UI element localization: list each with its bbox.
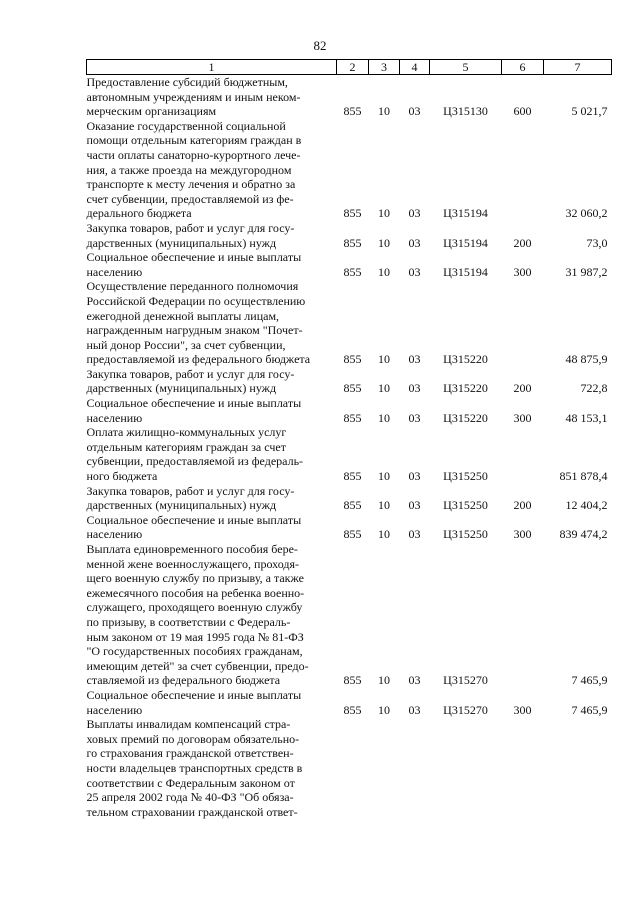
row-expense-type: 200 bbox=[513, 235, 532, 250]
description-line: ховых премий по договорам обязательно- bbox=[86, 731, 300, 746]
table-row bbox=[87, 250, 612, 279]
description-line: соответствии с Федеральным законом от bbox=[86, 775, 295, 790]
row-expense-type: 600 bbox=[513, 104, 532, 119]
description-line: Социальное обеспечение и иные выплаты bbox=[86, 250, 302, 265]
table-row bbox=[87, 279, 612, 367]
description-line: ставляемой из федерального бюджета bbox=[86, 673, 281, 688]
description-line: дарственных (муниципальных) нужд bbox=[86, 235, 277, 250]
description-line: ным законом от 19 мая 1995 года № 81-ФЗ bbox=[86, 629, 304, 644]
description-line: ежемесячного пособия на ребенка военно- bbox=[86, 585, 305, 600]
description-line: счет субвенции, предоставляемой из фе- bbox=[86, 191, 294, 206]
row-subsection: 03 bbox=[408, 381, 421, 396]
description-line: 25 апреля 2002 года № 40-ФЗ "Об обяза- bbox=[86, 790, 294, 805]
row-expense-type bbox=[502, 279, 544, 367]
row-description bbox=[87, 396, 337, 425]
row-amount: 73,0 bbox=[586, 235, 608, 250]
description-line: тельном страховании гражданской ответ- bbox=[86, 804, 298, 819]
description-line: населению bbox=[86, 410, 143, 425]
description-line: награжденным нагрудным знаком "Почет- bbox=[86, 323, 303, 338]
row-section: 10 bbox=[378, 673, 390, 688]
table-row bbox=[87, 367, 612, 396]
row-amount: 32 060,2 bbox=[565, 206, 608, 221]
description-line: Предоставление субсидий бюджетным, bbox=[86, 75, 288, 89]
row-section: 10 bbox=[378, 469, 390, 484]
table-row bbox=[87, 542, 612, 688]
budget-table bbox=[86, 59, 612, 819]
header-col-2: 2 bbox=[337, 60, 369, 75]
description-line: Социальное обеспечение и иные выплаты bbox=[86, 512, 302, 527]
description-line: менной жене военнослужащего, проходя- bbox=[86, 556, 299, 571]
header-col-6: 6 bbox=[502, 60, 544, 75]
description-line: по призыву, в соответствии с Федераль- bbox=[86, 614, 291, 629]
description-line: ности владельцев транспортных средств в bbox=[86, 760, 303, 775]
table-row bbox=[87, 717, 612, 819]
description-line: Закупка товаров, работ и услуг для госу- bbox=[86, 220, 295, 235]
description-line: мерческим организациям bbox=[86, 104, 217, 119]
row-admin-code: 855 bbox=[343, 381, 362, 396]
row-admin-code: 855 bbox=[343, 206, 362, 221]
description-line: населению bbox=[86, 527, 143, 542]
row-section: 10 bbox=[378, 264, 390, 279]
description-line: Российской Федерации по осуществлению bbox=[86, 293, 306, 308]
row-expense-type bbox=[502, 717, 544, 819]
description-line: ный донор России", за счет субвенции, bbox=[86, 337, 286, 352]
row-admin-code: 855 bbox=[343, 104, 362, 119]
row-admin-code: 855 bbox=[343, 410, 362, 425]
description-line: ния, а также проезда на междугородном bbox=[86, 162, 292, 177]
row-amount: 48 875,9 bbox=[565, 352, 608, 367]
row-amount: 31 987,2 bbox=[565, 264, 608, 279]
row-section: 10 bbox=[378, 498, 390, 513]
row-expense-type: 300 bbox=[513, 264, 532, 279]
row-description bbox=[87, 75, 337, 119]
description-line: "О государственных пособиях гражданам, bbox=[86, 644, 303, 659]
row-target-article: Ц315194 bbox=[443, 206, 488, 221]
description-line: предоставляемой из федерального бюджета bbox=[86, 352, 311, 367]
description-line: имеющим детей" за счет субвенции, предо- bbox=[86, 658, 309, 673]
row-target-article: Ц315270 bbox=[443, 702, 488, 717]
table-body bbox=[87, 75, 612, 820]
row-subsection: 03 bbox=[408, 702, 421, 717]
row-amount: 7 465,9 bbox=[571, 673, 608, 688]
header-row bbox=[87, 60, 612, 75]
row-description bbox=[87, 367, 337, 396]
table-header bbox=[87, 60, 612, 75]
row-description bbox=[87, 425, 337, 483]
description-line: дарственных (муниципальных) нужд bbox=[86, 381, 277, 396]
row-section: 10 bbox=[378, 410, 390, 425]
row-description bbox=[87, 221, 337, 250]
header-col-4: 4 bbox=[400, 60, 430, 75]
row-target-article: Ц315220 bbox=[443, 352, 488, 367]
description-line: го страхования гражданской ответствен- bbox=[86, 746, 294, 761]
description-line: населению bbox=[86, 702, 143, 717]
row-section: 10 bbox=[378, 381, 390, 396]
description-line: Социальное обеспечение и иные выплаты bbox=[86, 687, 302, 702]
row-section: 10 bbox=[378, 206, 390, 221]
row-subsection: 03 bbox=[408, 469, 421, 484]
table-row bbox=[87, 484, 612, 513]
description-line: Выплата единовременного пособия бере- bbox=[86, 542, 298, 556]
row-amount: 7 465,9 bbox=[571, 702, 608, 717]
description-line: щего военную службу по призыву, а также bbox=[86, 571, 304, 586]
row-admin-code: 855 bbox=[343, 673, 362, 688]
row-expense-type bbox=[502, 425, 544, 483]
row-admin-code: 855 bbox=[343, 469, 362, 484]
row-admin-code: 855 bbox=[343, 235, 362, 250]
description-line: населению bbox=[86, 264, 143, 279]
row-target-article: Ц315220 bbox=[443, 381, 488, 396]
row-expense-type: 300 bbox=[513, 702, 532, 717]
row-section bbox=[369, 717, 400, 819]
row-description bbox=[87, 119, 337, 221]
row-description bbox=[87, 542, 337, 688]
row-subsection: 03 bbox=[408, 673, 421, 688]
row-target-article: Ц315194 bbox=[443, 264, 488, 279]
row-section: 10 bbox=[378, 104, 390, 119]
row-amount: 722,8 bbox=[580, 381, 608, 396]
description-line: Выплаты инвалидам компенсаций стра- bbox=[86, 717, 291, 732]
row-target-article: Ц315250 bbox=[443, 498, 488, 513]
row-target-article: Ц315220 bbox=[443, 410, 488, 425]
row-expense-type: 200 bbox=[513, 381, 532, 396]
table-row bbox=[87, 119, 612, 221]
description-line: дарственных (муниципальных) нужд bbox=[86, 498, 277, 513]
description-line: Оплата жилищно-коммунальных услуг bbox=[86, 425, 287, 440]
row-target-article bbox=[430, 717, 502, 819]
row-admin-code: 855 bbox=[343, 498, 362, 513]
row-description bbox=[87, 688, 337, 717]
row-admin-code: 855 bbox=[343, 702, 362, 717]
description-line: Закупка товаров, работ и услуг для госу- bbox=[86, 483, 295, 498]
row-amount: 851 878,4 bbox=[559, 469, 608, 484]
row-subsection: 03 bbox=[408, 206, 421, 221]
table-row bbox=[87, 688, 612, 717]
description-line: ежегодной денежной выплаты лицам, bbox=[86, 308, 280, 323]
page-number: 82 bbox=[313, 38, 327, 53]
row-admin-code: 855 bbox=[343, 352, 362, 367]
row-target-article: Ц315250 bbox=[443, 527, 488, 542]
row-description bbox=[87, 279, 337, 367]
row-description bbox=[87, 513, 337, 542]
row-subsection: 03 bbox=[408, 498, 421, 513]
row-description bbox=[87, 484, 337, 513]
row-subsection: 03 bbox=[408, 410, 421, 425]
row-target-article: Ц315194 bbox=[443, 235, 488, 250]
description-line: Оказание государственной социальной bbox=[86, 118, 286, 133]
description-line: помощи отдельным категориям граждан в bbox=[86, 133, 302, 148]
row-target-article: Ц315250 bbox=[443, 469, 488, 484]
row-section: 10 bbox=[378, 527, 390, 542]
row-expense-type bbox=[502, 542, 544, 688]
header-col-5: 5 bbox=[430, 60, 502, 75]
row-expense-type: 300 bbox=[513, 410, 532, 425]
row-subsection: 03 bbox=[408, 352, 421, 367]
row-expense-type: 200 bbox=[513, 498, 532, 513]
table-row bbox=[87, 425, 612, 483]
row-section: 10 bbox=[378, 702, 390, 717]
table-row bbox=[87, 513, 612, 542]
row-description bbox=[87, 717, 337, 819]
row-target-article: Ц315130 bbox=[443, 104, 488, 119]
description-line: дерального бюджета bbox=[86, 206, 192, 221]
row-section: 10 bbox=[378, 352, 390, 367]
description-line: служащего, проходящего военную службу bbox=[86, 600, 303, 615]
row-subsection: 03 bbox=[408, 104, 421, 119]
row-amount: 12 404,2 bbox=[565, 498, 608, 513]
description-line: Закупка товаров, работ и услуг для госу- bbox=[86, 366, 295, 381]
description-line: ного бюджета bbox=[86, 469, 158, 484]
header-col-7: 7 bbox=[544, 60, 612, 75]
row-amount bbox=[544, 717, 612, 819]
header-col-3: 3 bbox=[369, 60, 400, 75]
row-subsection: 03 bbox=[408, 527, 421, 542]
row-subsection: 03 bbox=[408, 235, 421, 250]
description-line: Осуществление переданного полномочия bbox=[86, 279, 299, 294]
row-admin-code: 855 bbox=[343, 527, 362, 542]
description-line: части оплаты санаторно-курортного лече- bbox=[86, 147, 301, 162]
row-expense-type: 300 bbox=[513, 527, 532, 542]
row-expense-type bbox=[502, 119, 544, 221]
table-row bbox=[87, 396, 612, 425]
header-col-1: 1 bbox=[87, 60, 337, 75]
row-description bbox=[87, 250, 337, 279]
row-target-article: Ц315270 bbox=[443, 673, 488, 688]
description-line: транспорте к месту лечения и обратно за bbox=[86, 177, 296, 192]
description-line: отдельным категориям граждан за счет bbox=[86, 439, 286, 454]
description-line: субвенции, предоставляемой из федераль- bbox=[86, 454, 304, 469]
table-row bbox=[87, 221, 612, 250]
row-admin-code: 855 bbox=[343, 264, 362, 279]
row-amount: 839 474,2 bbox=[559, 527, 608, 542]
row-section: 10 bbox=[378, 235, 390, 250]
row-subsection bbox=[400, 717, 430, 819]
description-line: Социальное обеспечение и иные выплаты bbox=[86, 396, 302, 411]
row-amount: 5 021,7 bbox=[571, 104, 608, 119]
table-row bbox=[87, 75, 612, 119]
row-subsection: 03 bbox=[408, 264, 421, 279]
description-line: автономным учреждениям и иным неком- bbox=[86, 89, 301, 104]
row-admin-code bbox=[337, 717, 369, 819]
row-amount: 48 153,1 bbox=[565, 410, 608, 425]
